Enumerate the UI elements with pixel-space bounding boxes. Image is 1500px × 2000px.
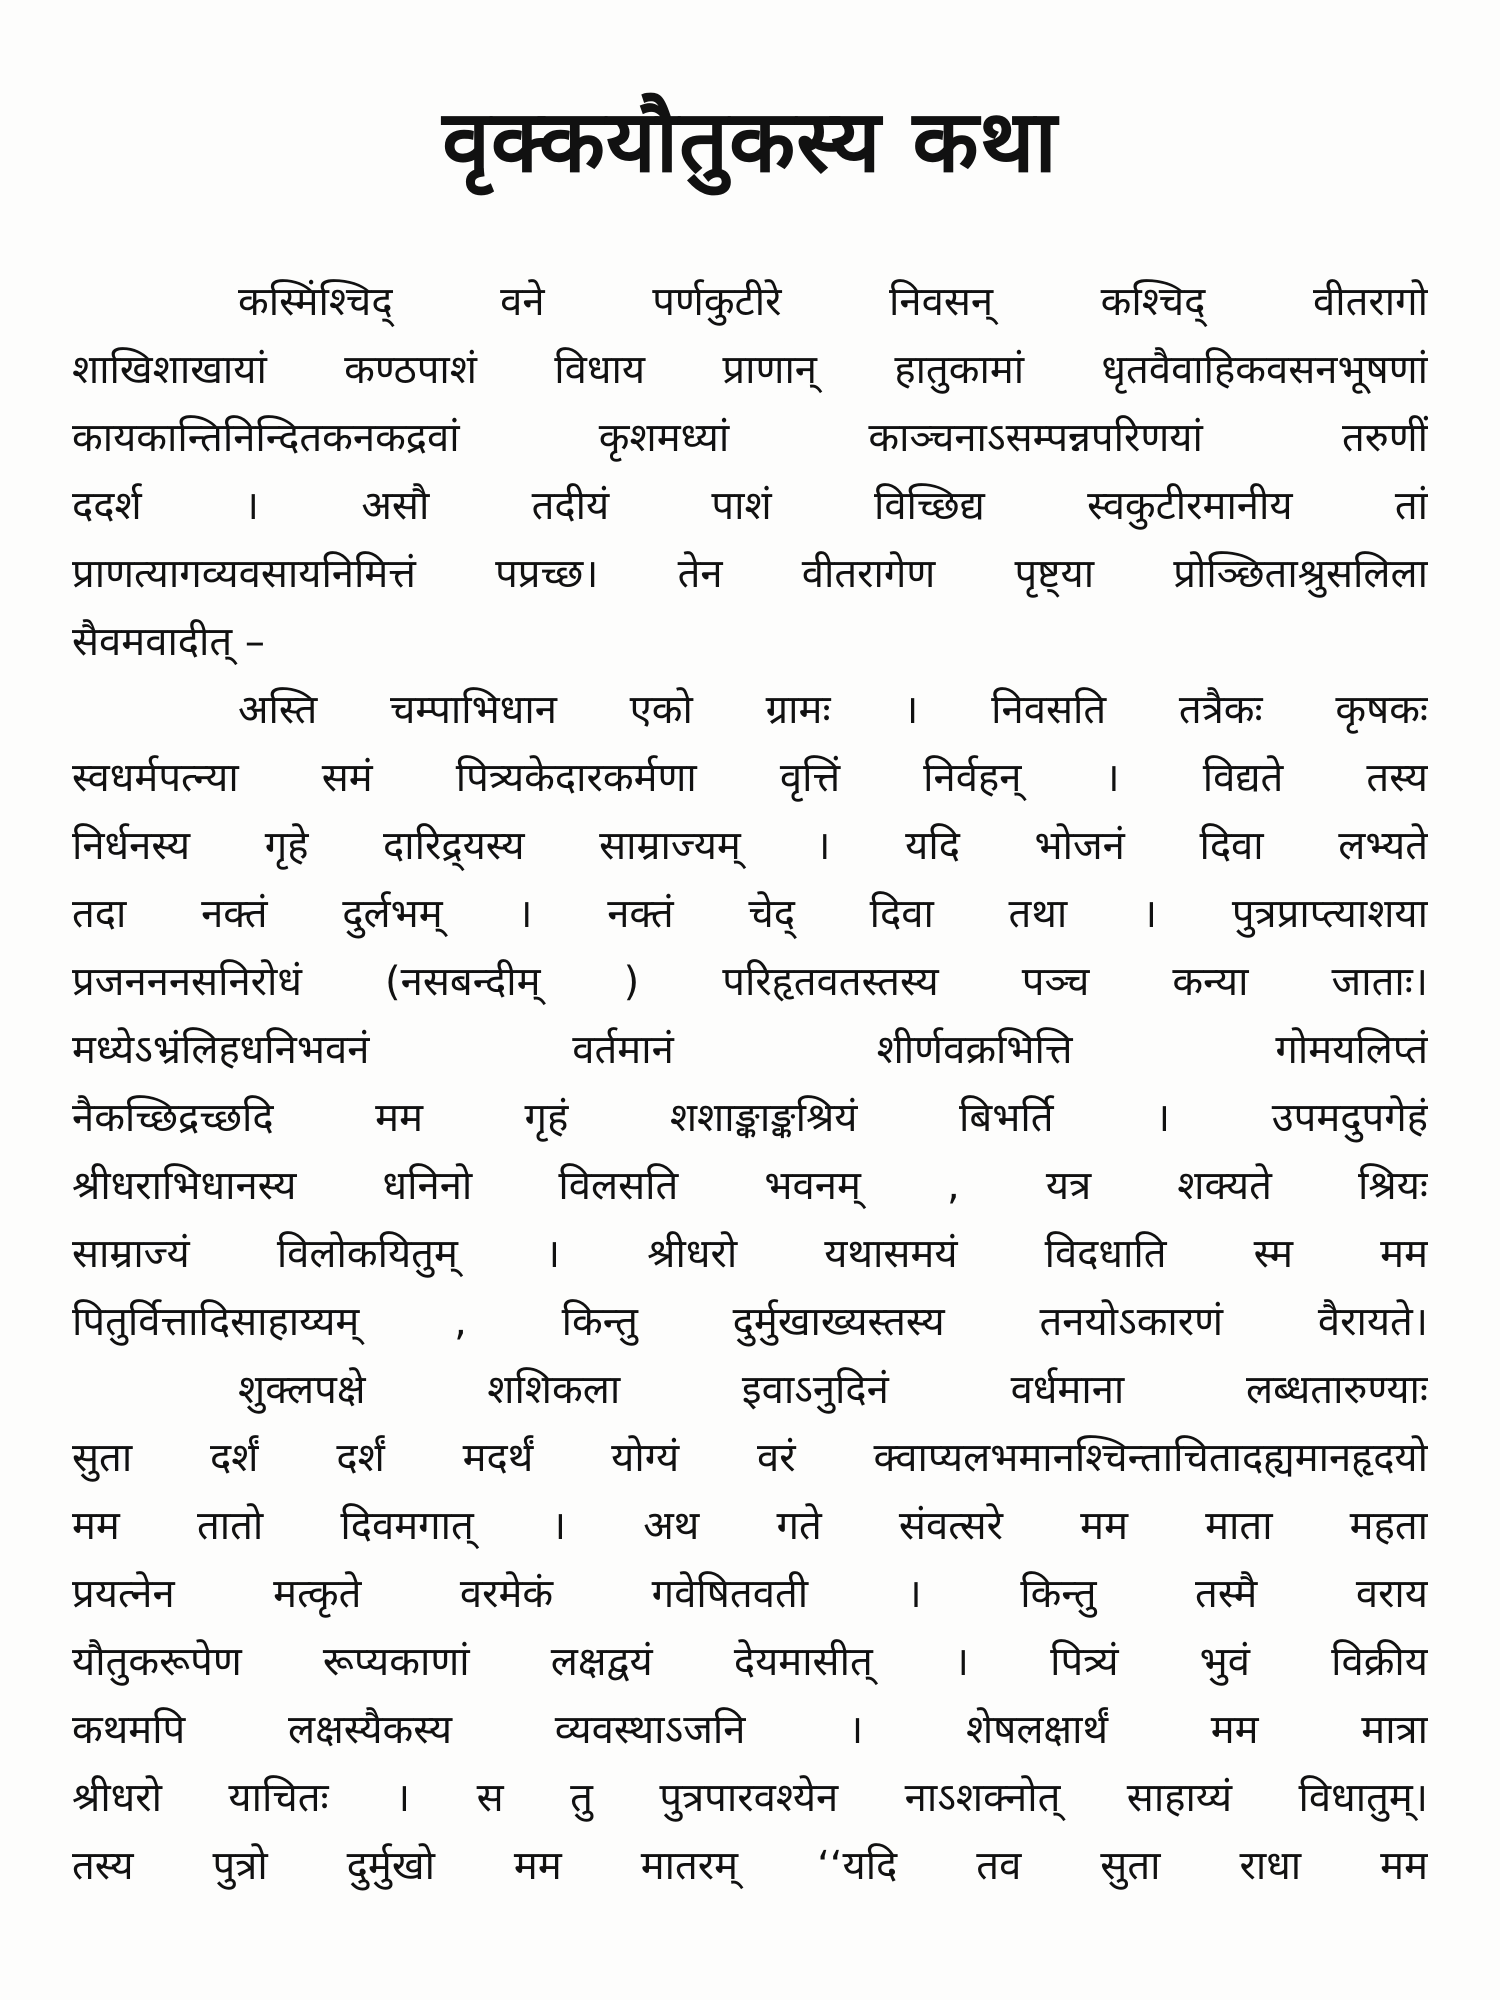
text-line: निर्धनस्य गृहे दारिद्र्यस्य साम्राज्यम् । यदि भोजनं दिवा लभ्यते [72,823,1428,869]
text-line: श्रीधराभिधानस्य धनिनो विलसति भवनम् , यत्र शक्यते श्रियः [72,1163,1428,1209]
paragraph-2 [72,676,1428,1356]
text-line: पितुर्वित्तादिसाहाय्यम् , किन्तु दुर्मुखाख्यस्तस्य तनयोऽकारणं वैरायते। [72,1299,1428,1345]
text-line: नैकच्छिद्रच्छदि मम गृहं शशाङ्काङ्कश्रियं बिभर्ति । उपमदुपगेहं [72,1095,1428,1141]
text-line: ददर्श । असौ तदीयं पाशं विच्छिद्य स्वकुटीरमानीय तां [72,483,1428,529]
text-line: कथमपि लक्षस्यैकस्य व्यवस्थाऽजनि । शेषलक्षार्थं मम मात्रा [72,1707,1428,1753]
text-line: स्वधर्मपत्न्या समं पित्र्यकेदारकर्मणा वृत्तिं निर्वहन् । विद्यते तस्य [72,755,1428,801]
text-line: तस्य पुत्रो दुर्मुखो मम मातरम् ‘‘यदि तव सुता राधा मम [72,1843,1428,1889]
text-line: मम तातो दिवमगात् । अथ गते संवत्सरे मम माता महता [72,1503,1428,1549]
paragraph-3 [72,1356,1428,1900]
text-line: शुक्लपक्षे शशिकला इवाऽनुदिनं वर्धमाना लब्धतारुण्याः [238,1367,1428,1413]
text-line: मध्येऽभ्रंलिहधनिभवनं वर्तमानं शीर्णवक्रभित्ति गोमयलिप्तं [72,1027,1428,1073]
text-line: प्रयत्नेन मत्कृते वरमेकं गवेषितवती । किन्तु तस्मै वराय [72,1571,1428,1617]
text-line: अस्ति चम्पाभिधान एको ग्रामः । निवसति तत्रैकः कृषकः [238,687,1428,733]
text-line: शाखिशाखायां कण्ठपाशं विधाय प्राणान् हातुकामां धृतवैवाहिकवसनभूषणां [72,347,1428,393]
text-line: सैवमवादीत् – [72,619,265,665]
text-line: प्राणत्यागव्यवसायनिमित्तं पप्रच्छ। तेन वीतरागेण पृष्ट्या प्रोञ्छिताश्रुसलिला [72,551,1428,597]
text-line: श्रीधरो याचितः । स तु पुत्रपारवश्येन नाऽशक्नोत् साहाय्यं विधातुम्। [72,1775,1428,1821]
text-line: सुता दर्शं दर्शं मदर्थं योग्यं वरं क्वाप्यलभमानश्चिन्ताचितादह्यमानहृदयो [72,1435,1428,1481]
paragraph-1 [72,268,1428,676]
text-line: साम्राज्यं विलोकयितुम् । श्रीधरो यथासमयं विदधाति स्म मम [72,1231,1428,1277]
story-title: वृक्कयौतुकस्य कथा [442,92,1058,192]
text-line: तदा नक्तं दुर्लभम् । नक्तं चेद् दिवा तथा । पुत्रप्राप्त्याशया [72,891,1428,937]
text-line: कस्मिंश्चिद् वने पर्णकुटीरे निवसन् कश्चिद् वीतरागो [238,279,1428,325]
text-line: कायकान्तिनिन्दितकनकद्रवां कृशमध्यां काञ्चनाऽसम्पन्नपरिणयां तरुणीं [72,415,1428,461]
text-line: प्रजनननसनिरोधं (नसबन्दीम् ) परिहृतवतस्तस्य पञ्च कन्या जाताः। [72,959,1428,1005]
story-body [72,268,1428,1900]
text-line: यौतुकरूपेण रूप्यकाणां लक्षद्वयं देयमासीत् । पित्र्यं भुवं विक्रीय [72,1639,1428,1685]
